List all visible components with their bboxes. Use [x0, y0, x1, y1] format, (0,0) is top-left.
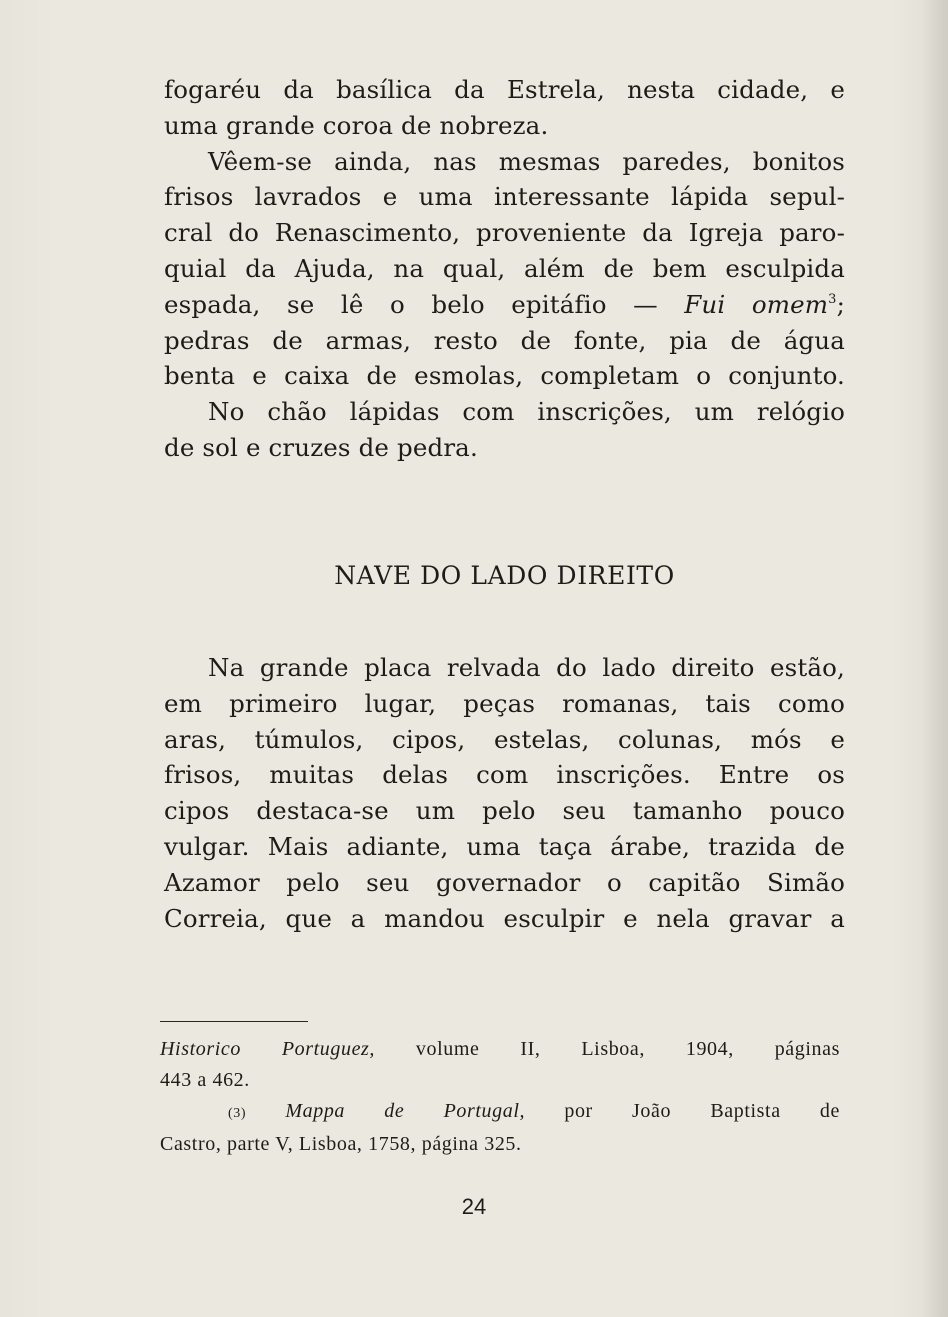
paragraph-continuation: [164, 72, 845, 466]
text-line: fogaréu da basílica da Estrela, nesta cidade, e: [164, 75, 845, 104]
text-line: uma grande coroa de nobreza.: [164, 110, 549, 140]
text-line: [164, 650, 845, 686]
text-line: cipos destaca-se um pelo seu tamanho pouco: [164, 796, 845, 826]
footnote-2-line: 443 a 462.: [160, 1069, 250, 1091]
footnote-2-text: volume II, Lisboa, 1904, páginas: [375, 1038, 840, 1060]
footnote-3-title: Mappa de Portugal,: [285, 1100, 526, 1122]
text-line-content: Na grande placa relvada do lado direito estão,: [208, 653, 845, 682]
text-line: frisos, muitas delas com inscrições. Entre os: [164, 760, 845, 790]
epitaph-quote: Fui omem: [684, 289, 829, 319]
footnote-3-line: Castro, parte V, Lisboa, 1758, página 325.: [160, 1133, 522, 1155]
footnotes: [160, 1034, 840, 1160]
text-line: [164, 394, 845, 430]
text-line: [164, 144, 845, 180]
footnote-separator: [160, 1021, 308, 1022]
footnote-3-text: por João Baptista de: [525, 1100, 840, 1122]
text-line-content: Vêem-se ainda, nas mesmas paredes, bonitos: [208, 146, 845, 176]
page-number: 24: [461, 1194, 487, 1219]
text-line-epitaph: [164, 287, 845, 323]
text-line: Azamor pelo seu governador o capitão Simão: [164, 867, 845, 897]
text-segment: ;: [836, 289, 845, 319]
text-line: Correia, que a mandou esculpir e nela gravar a: [164, 903, 845, 933]
text-line: em primeiro lugar, peças romanas, tais como: [164, 688, 845, 718]
text-line: pedras de armas, resto de fonte, pia de água: [164, 325, 845, 355]
footnote-2-title: Historico Portuguez,: [160, 1038, 376, 1060]
text-line-content: No chão lápidas com inscrições, um relógio: [208, 397, 845, 427]
footnote-3-line: [160, 1096, 840, 1129]
text-line: frisos lavrados e uma interessante lápida sepul-: [164, 182, 845, 212]
footnote-ref-3: 3: [828, 291, 837, 307]
text-line: quial da Ajuda, na qual, além de bem esculpida: [164, 253, 845, 283]
footnote-2-line: [160, 1034, 840, 1065]
text-line: aras, túmulos, cipos, estelas, colunas, mós e: [164, 724, 845, 754]
text-line: benta e caixa de esmolas, completam o conjunto.: [164, 361, 845, 391]
section-heading: NAVE DO LADO DIREITO: [334, 561, 675, 590]
text-line: vulgar. Mais adiante, uma taça árabe, trazida de: [164, 831, 845, 861]
paragraph-nave: [164, 650, 845, 936]
footnote-3-mark: (3): [228, 1106, 247, 1121]
text-line: de sol e cruzes de pedra.: [164, 432, 478, 462]
page-edge-shadow: [922, 0, 948, 1317]
text-line: cral do Renascimento, proveniente da Igreja paro-: [164, 218, 845, 248]
text-segment: espada, se lê o belo epitáfio —: [164, 289, 685, 319]
